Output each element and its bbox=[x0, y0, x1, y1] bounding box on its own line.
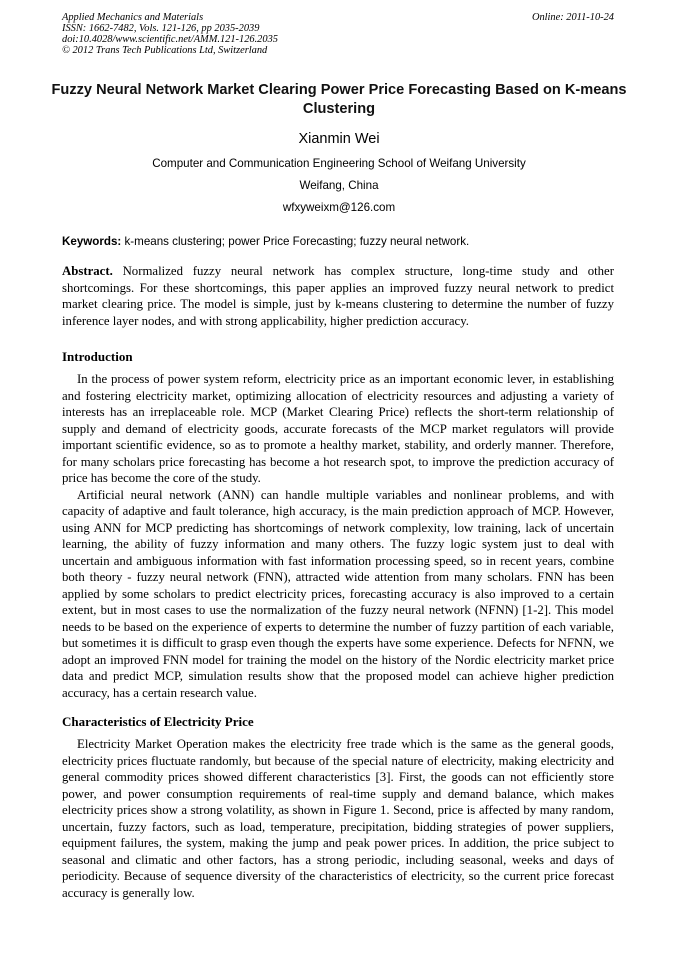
journal-name: Applied Mechanics and Materials bbox=[62, 12, 204, 23]
author-affiliation: Computer and Communication Engineering School of Weifang University bbox=[152, 157, 526, 170]
section-introduction-body bbox=[62, 371, 614, 701]
keywords-label: Keywords: bbox=[62, 235, 122, 248]
journal-header bbox=[62, 12, 614, 56]
paper-title: Fuzzy Neural Network Market Clearing Power Price Forecasting Based on K-means Clustering bbox=[51, 82, 627, 117]
paragraph: In the process of power system reform, electricity price as an important economic lever, in establishing and fostering electricity market, optimizing allocation of electricity resources and adjusting a variety of interests has an irreplaceable role. MCP (Market Clearing Price) reflects the short-term relationship of supply and demand of electricity goods, accurate forecasts of the MCP market regulators will provide important scientific evidence, so as to promote a healthy market, stability, and orderly manner. Therefore, for many scholars price forecasting has become a hot research spot, to improve the prediction accuracy of price has become the core of the study. bbox=[62, 372, 614, 485]
copyright-line: © 2012 Trans Tech Publications Ltd, Switzerland bbox=[62, 45, 268, 56]
author-location: Weifang, China bbox=[299, 179, 379, 192]
keywords bbox=[62, 235, 614, 248]
doi-line: doi:10.4028/www.scientific.net/AMM.121-126.2035 bbox=[62, 34, 278, 45]
paragraph: Artificial neural network (ANN) can handle multiple variables and nonlinear problems, and with capacity of adaptive and fault tolerance, high accuracy, is the main prediction approach of MCP. However, using ANN for MCP predicting has shortcomings of network complexity, low training, lack of uncertain learning, the ability of fuzzy information and many others. The fuzzy logic system just to deal with uncertain and ambiguous information with fast information processing speed, so in recent years, combine both theory - fuzzy neural network (FNN), attracted wide attention from many scholars. FNN has been applied by some scholars to predict electricity prices, forecasting accuracy is also improved to a certain extent, but in most cases to use the normalization of the fuzzy neural network (NFNN) [1-2]. This model needs to be based on the experience of experts to determine the number of fuzzy partition of each variable, but sometimes it is difficult to grasp even though the experts have some experience. Defects for NFNN, we adopt an improved FNN model for training the model on the history of the Nordic electricity market price data and predict MCP, simulation results show that the proposed model can achieve higher prediction accuracy, has a certain research value. bbox=[62, 487, 614, 700]
author-email[interactable]: wfxyweixm@126.com bbox=[282, 201, 396, 214]
abstract bbox=[62, 263, 614, 329]
abstract-text: Normalized fuzzy neural network has complex structure, long-time study and other shortcomings. For these shortcomings, this paper applies an improved fuzzy neural network to predict market clearing price. The model is simple, just by k-means clustering to determine the number of fuzzy inference layer nodes, and with strong applicability, higher prediction accuracy. bbox=[62, 264, 614, 328]
paragraph: Electricity Market Operation makes the electricity free trade which is the same as the general goods, electricity prices fluctuate randomly, but because of the special nature of electricity, making electricity and general commodity prices showed different characteristics [3]. First, the goods can not efficiently store power, and power consumption requirements of real-time supply and demand balance, which makes electricity prices show a strong volatility, as shown in Figure 1. Second, price is affected by many random, uncertain, fuzzy factors, such as load, temperature, precipitation, bidding strategies of power suppliers, equipment failures, the system, making the jump and peak power prices. In addition, the price subject to seasonal and climatic and other factors, has a strong periodic, including seasonal, weeks and days of periodicity. Because of sequence diversity of the characteristics of electricity, so the current price forecast accuracy is generally low. bbox=[62, 737, 614, 900]
issn-line: ISSN: 1662-7482, Vols. 121-126, pp 2035-2039 bbox=[62, 23, 260, 34]
author-name: Xianmin Wei bbox=[298, 131, 380, 147]
online-date: Online: 2011-10-24 bbox=[531, 12, 614, 23]
keywords-text: k-means clustering; power Price Forecasting; fuzzy neural network. bbox=[121, 235, 470, 248]
section-heading-characteristics: Characteristics of Electricity Price bbox=[62, 714, 254, 729]
section-characteristics-body bbox=[62, 736, 614, 901]
abstract-label: Abstract. bbox=[62, 264, 113, 278]
section-heading-introduction: Introduction bbox=[62, 349, 133, 364]
